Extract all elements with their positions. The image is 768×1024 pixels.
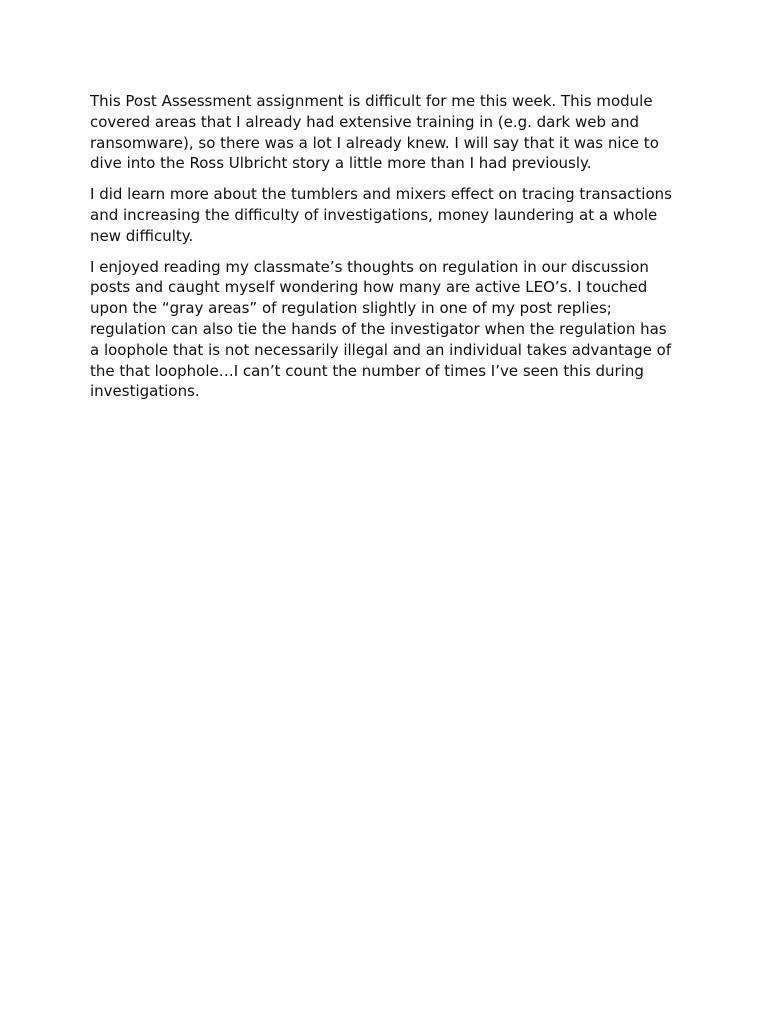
paragraph-1: This Post Assessment assignment is difficult for me this week. This module covered areas that I already had extensive training in (e.g. dark web and ransomware), so there was a lot I already knew. I will say that it was nice to dive into the Ross Ulbricht story a little more than I had previously.: [90, 92, 659, 173]
paragraph-3: I enjoyed reading my classmate’s thoughts on regulation in our discussion posts and caught myself wondering how many are active LEO’s. I touched upon the “gray areas” of regulation slightly in one of my post replies; regulation can also tie the hands of the investigator when the regulation has a loophole that is not necessarily illegal and an individual takes advantage of the that loophole…I can’t count the number of times I’ve seen this during investigations.: [90, 257, 672, 401]
document-body: [90, 91, 680, 412]
paragraph-2: I did learn more about the tumblers and mixers effect on tracing transactions and increasing the difficulty of investigations, money laundering at a whole new difficulty.: [90, 185, 672, 245]
